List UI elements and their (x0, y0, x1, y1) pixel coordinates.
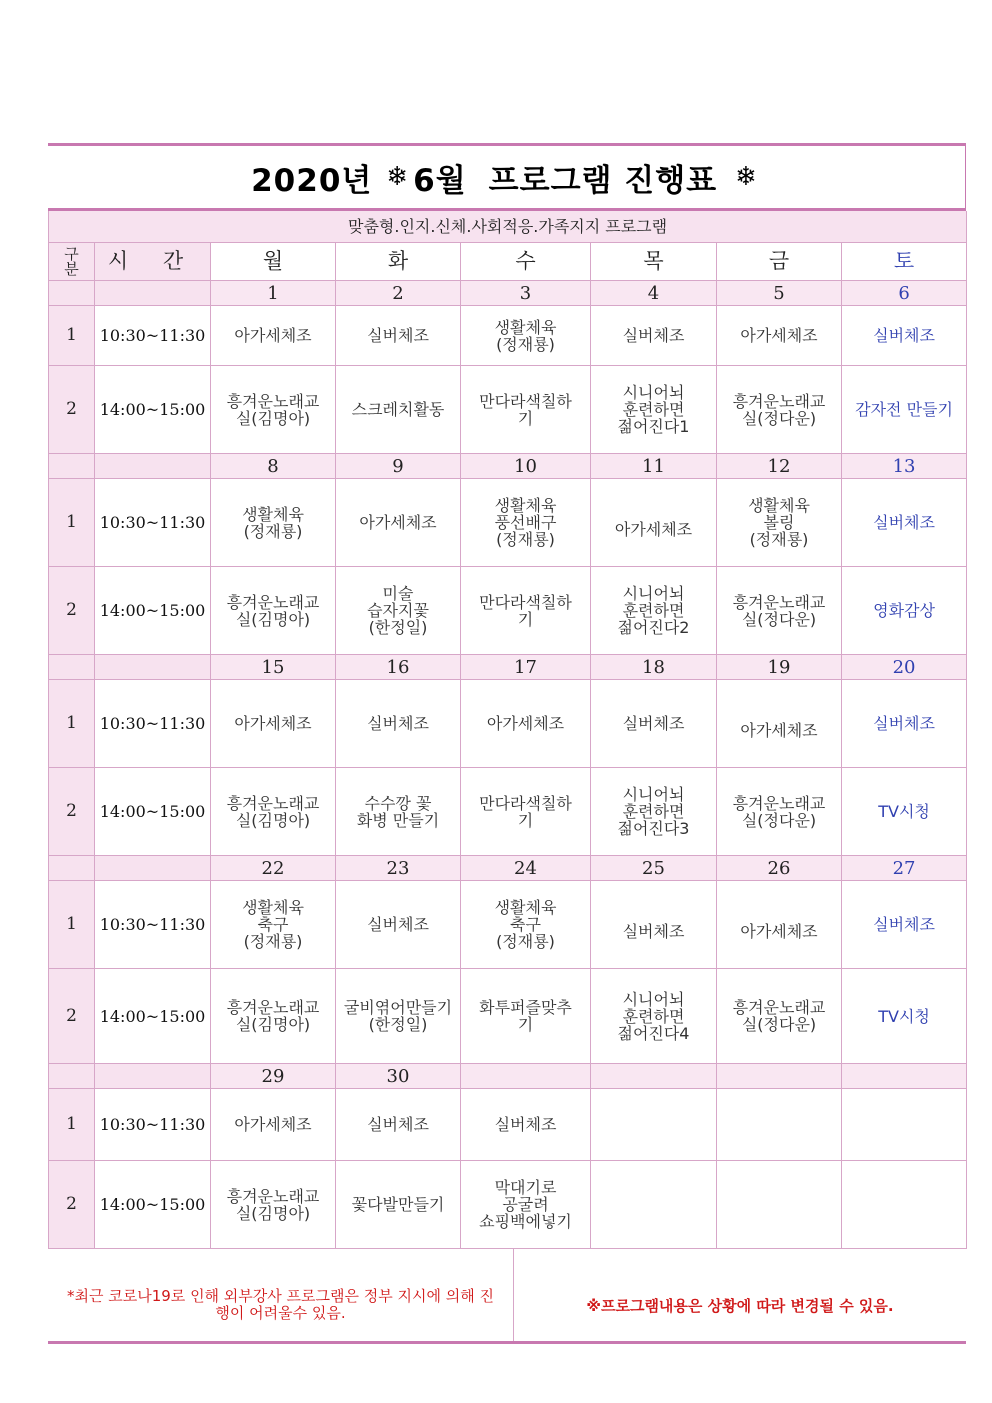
header-time: 시 간 (95, 243, 211, 281)
program-cell: 생활체육 (정재룡) (461, 306, 591, 366)
date-row-spacer (49, 1064, 95, 1089)
program-cell: 생활체육 풍선배구 (정재룡) (461, 479, 591, 567)
schedule-table (48, 211, 967, 1249)
footer-notice-left: *최근 코로나19로 인해 외부강사 프로그램은 정부 지시에 의해 진행이 어려울수 있음. (48, 1249, 514, 1341)
date-row-spacer (49, 655, 95, 680)
program-cell: 흥겨운노래교 실(정다운) (717, 567, 842, 655)
program-cell (717, 1161, 842, 1249)
program-cell: 실버체조 (591, 881, 717, 969)
session-row (49, 479, 967, 567)
header-day-thu: 목 (591, 243, 717, 281)
date-cell: 22 (211, 856, 336, 881)
program-cell: 실버체조 (336, 1089, 461, 1161)
session-time: 10:30~11:30 (95, 680, 211, 768)
program-cell: 만다라색칠하 기 (461, 366, 591, 454)
program-cell: 아가세체조 (717, 680, 842, 768)
footer-notice-right: ※프로그램내용은 상황에 따라 변경될 수 있음. (586, 1296, 894, 1315)
date-cell: 24 (461, 856, 591, 881)
session-row (49, 567, 967, 655)
program-cell: 아가세체조 (211, 680, 336, 768)
date-row (49, 281, 967, 306)
date-cell: 4 (591, 281, 717, 306)
footer-notes (48, 1249, 966, 1344)
date-cell: 12 (717, 454, 842, 479)
program-cell: 굴비엮어만들기 (한정일) (336, 969, 461, 1064)
program-cell: 실버체조 (842, 680, 967, 768)
session-time: 14:00~15:00 (95, 969, 211, 1064)
date-row (49, 655, 967, 680)
program-cell: 생활체육 축구 (정재룡) (211, 881, 336, 969)
snowflake-icon: ❄ (386, 162, 410, 192)
snowflake-icon: ❄ (735, 162, 758, 192)
program-cell: 실버체조 (591, 680, 717, 768)
date-cell: 13 (842, 454, 967, 479)
program-cell: 생활체육 (정재룡) (211, 479, 336, 567)
schedule-sheet (48, 143, 966, 1344)
program-cell: 흥겨운노래교 실(정다운) (717, 366, 842, 454)
date-row-spacer (49, 856, 95, 881)
program-cell: 화투퍼즐맞추 기 (461, 969, 591, 1064)
date-cell: 3 (461, 281, 591, 306)
header-day-fri: 금 (717, 243, 842, 281)
session-time: 10:30~11:30 (95, 1089, 211, 1161)
program-cell: 수수깡 꽃 화병 만들기 (336, 768, 461, 856)
date-cell: 18 (591, 655, 717, 680)
session-time: 14:00~15:00 (95, 1161, 211, 1249)
session-number: 1 (49, 881, 95, 969)
program-cell: 시니어뇌 훈련하면 젊어진다2 (591, 567, 717, 655)
session-row (49, 306, 967, 366)
date-cell: 15 (211, 655, 336, 680)
program-subtitle: 맞춤형.인지.신체.사회적응.가족지지 프로그램 (49, 211, 967, 243)
program-cell: 실버체조 (336, 680, 461, 768)
program-cell: 실버체조 (461, 1089, 591, 1161)
program-cell: 아가세체조 (211, 1089, 336, 1161)
date-row-spacer (95, 1064, 211, 1089)
program-cell: 실버체조 (336, 881, 461, 969)
session-row (49, 680, 967, 768)
program-cell: 흥겨운노래교 실(김명아) (211, 567, 336, 655)
date-cell: 17 (461, 655, 591, 680)
date-cell: 6 (842, 281, 967, 306)
program-cell: 만다라색칠하 기 (461, 768, 591, 856)
date-cell: 25 (591, 856, 717, 881)
session-number: 1 (49, 1089, 95, 1161)
header-day-mon: 월 (211, 243, 336, 281)
program-cell: 아가세체조 (717, 881, 842, 969)
date-cell: 26 (717, 856, 842, 881)
date-cell: 8 (211, 454, 336, 479)
program-cell: 흥겨운노래교 실(김명아) (211, 366, 336, 454)
session-number: 2 (49, 1161, 95, 1249)
date-row-spacer (49, 454, 95, 479)
program-cell: 실버체조 (842, 881, 967, 969)
title-text: 프로그램 진행표 (488, 162, 718, 199)
date-row-spacer (49, 281, 95, 306)
date-cell: 10 (461, 454, 591, 479)
program-cell: 시니어뇌 훈련하면 젊어진다3 (591, 768, 717, 856)
date-row-spacer (95, 281, 211, 306)
header-day-tue: 화 (336, 243, 461, 281)
header-day-wed: 수 (461, 243, 591, 281)
session-number: 2 (49, 567, 95, 655)
date-cell: 30 (336, 1064, 461, 1089)
header-gubun: 구 분 (49, 243, 95, 281)
program-cell (591, 1161, 717, 1249)
program-cell: 흥겨운노래교 실(김명아) (211, 768, 336, 856)
session-time: 10:30~11:30 (95, 306, 211, 366)
session-row (49, 768, 967, 856)
program-cell (842, 1089, 967, 1161)
program-cell: 실버체조 (842, 306, 967, 366)
session-number: 1 (49, 680, 95, 768)
date-cell (461, 1064, 591, 1089)
session-row (49, 366, 967, 454)
session-time: 14:00~15:00 (95, 366, 211, 454)
session-number: 2 (49, 768, 95, 856)
date-cell: 5 (717, 281, 842, 306)
session-time: 10:30~11:30 (95, 881, 211, 969)
date-row (49, 454, 967, 479)
session-number: 1 (49, 479, 95, 567)
program-cell: 스크레치활동 (336, 366, 461, 454)
program-cell: 실버체조 (336, 306, 461, 366)
program-cell: 막대기로 공굴려 쇼핑백에넣기 (461, 1161, 591, 1249)
date-row-spacer (95, 655, 211, 680)
program-cell: 영화감상 (842, 567, 967, 655)
program-cell: 시니어뇌 훈련하면 젊어진다1 (591, 366, 717, 454)
date-cell: 2 (336, 281, 461, 306)
date-row (49, 856, 967, 881)
program-cell: 생활체육 축구 (정재룡) (461, 881, 591, 969)
session-row (49, 1089, 967, 1161)
program-cell: 생활체육 볼링 (정재룡) (717, 479, 842, 567)
date-cell: 1 (211, 281, 336, 306)
session-time: 10:30~11:30 (95, 479, 211, 567)
session-time: 14:00~15:00 (95, 567, 211, 655)
date-row-spacer (95, 856, 211, 881)
session-row (49, 881, 967, 969)
date-cell (717, 1064, 842, 1089)
date-row (49, 1064, 967, 1089)
header-day-sat: 토 (842, 243, 967, 281)
program-cell: 흥겨운노래교 실(정다운) (717, 768, 842, 856)
date-cell: 9 (336, 454, 461, 479)
page-title (48, 143, 966, 211)
program-cell: TV시청 (842, 768, 967, 856)
date-row-spacer (95, 454, 211, 479)
program-cell: 미술 습자지꽃 (한정일) (336, 567, 461, 655)
date-cell: 16 (336, 655, 461, 680)
program-cell: 아가세체조 (461, 680, 591, 768)
date-cell: 27 (842, 856, 967, 881)
session-number: 2 (49, 969, 95, 1064)
session-number: 2 (49, 366, 95, 454)
date-cell (591, 1064, 717, 1089)
program-cell: 꽃다발만들기 (336, 1161, 461, 1249)
date-cell: 23 (336, 856, 461, 881)
program-cell: 아가세체조 (591, 479, 717, 567)
date-cell: 29 (211, 1064, 336, 1089)
session-row (49, 1161, 967, 1249)
program-cell: 실버체조 (842, 479, 967, 567)
program-cell: 아가세체조 (336, 479, 461, 567)
program-cell: 아가세체조 (211, 306, 336, 366)
date-cell (842, 1064, 967, 1089)
title-month: 6월 (413, 162, 467, 199)
program-cell: TV시청 (842, 969, 967, 1064)
program-cell: 아가세체조 (717, 306, 842, 366)
program-cell: 흥겨운노래교 실(정다운) (717, 969, 842, 1064)
program-cell: 감자전 만들기 (842, 366, 967, 454)
program-cell: 실버체조 (591, 306, 717, 366)
date-cell: 19 (717, 655, 842, 680)
title-year: 2020년 (251, 162, 373, 199)
program-cell (717, 1089, 842, 1161)
session-row (49, 969, 967, 1064)
program-cell (591, 1089, 717, 1161)
date-cell: 20 (842, 655, 967, 680)
program-cell (842, 1161, 967, 1249)
program-cell: 만다라색칠하 기 (461, 567, 591, 655)
program-cell: 흥겨운노래교 실(김명아) (211, 969, 336, 1064)
session-number: 1 (49, 306, 95, 366)
date-cell: 11 (591, 454, 717, 479)
program-cell: 흥겨운노래교 실(김명아) (211, 1161, 336, 1249)
session-time: 14:00~15:00 (95, 768, 211, 856)
program-cell: 시니어뇌 훈련하면 젊어진다4 (591, 969, 717, 1064)
